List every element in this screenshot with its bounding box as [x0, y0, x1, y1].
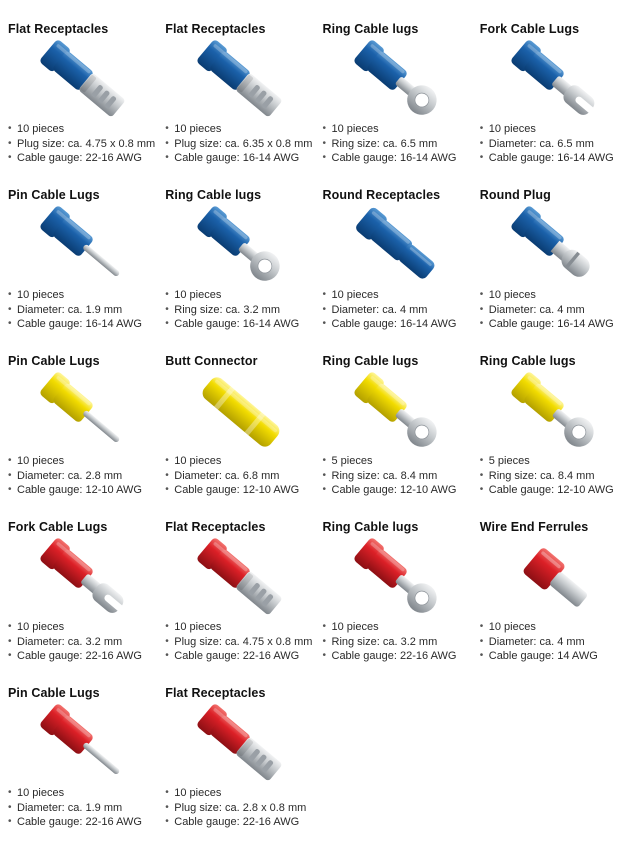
product-title: Flat Receptacles [165, 520, 266, 534]
flat-receptacle-illustration [8, 38, 159, 122]
product-title: Round Plug [479, 188, 551, 202]
spec-item: • Cable gauge: 22-16 AWG [165, 815, 316, 830]
product-title: Round Receptacles [322, 188, 441, 202]
product-card [165, 346, 322, 512]
product-specs [165, 122, 316, 166]
spec-item: • 10 pieces [165, 786, 316, 801]
product-specs [480, 122, 631, 166]
product-card [165, 14, 322, 180]
flat-receptacle-illustration [165, 702, 316, 786]
product-title: Ring Cable lugs [322, 354, 419, 368]
product-card [8, 14, 165, 180]
product-title: Ring Cable lugs [165, 188, 262, 202]
product-card [480, 346, 637, 512]
spec-item: • 10 pieces [323, 620, 474, 635]
spec-item: • Plug size: ca. 6.35 x 0.8 mm [165, 137, 316, 152]
product-specs [323, 620, 474, 664]
spec-item: • Cable gauge: 16-14 AWG [165, 151, 316, 166]
product-title: Flat Receptacles [165, 686, 266, 700]
ring-lug-illustration [165, 204, 316, 288]
product-card [480, 512, 637, 678]
spec-item: • Ring size: ca. 3.2 mm [165, 303, 316, 318]
spec-item: • 10 pieces [165, 122, 316, 137]
product-specs [8, 288, 159, 332]
product-card [480, 180, 637, 346]
spec-item: • Diameter: ca. 1.9 mm [8, 303, 159, 318]
round-receptacle-illustration [323, 204, 474, 288]
spec-item: • Cable gauge: 12-10 AWG [8, 483, 159, 498]
product-card [480, 14, 637, 180]
spec-item: • Cable gauge: 12-10 AWG [165, 483, 316, 498]
spec-item: • 10 pieces [8, 288, 159, 303]
round-plug-illustration [480, 204, 631, 288]
spec-item: • Diameter: ca. 4 mm [480, 303, 631, 318]
spec-item: • Cable gauge: 22-16 AWG [8, 815, 159, 830]
spec-item: • 5 pieces [323, 454, 474, 469]
product-specs [8, 454, 159, 498]
product-title: Pin Cable Lugs [8, 686, 100, 700]
spec-item: • Cable gauge: 16-14 AWG [480, 317, 631, 332]
spec-item: • Plug size: ca. 4.75 x 0.8 mm [165, 635, 316, 650]
spec-item: • 10 pieces [8, 454, 159, 469]
product-title: Fork Cable Lugs [479, 22, 580, 36]
spec-item: • Cable gauge: 12-10 AWG [480, 483, 631, 498]
product-card [8, 512, 165, 678]
product-specs [480, 620, 631, 664]
flat-receptacle-illustration [165, 536, 316, 620]
spec-item: • Diameter: ca. 6.5 mm [480, 137, 631, 152]
spec-item: • Cable gauge: 16-14 AWG [8, 317, 159, 332]
product-title: Flat Receptacles [8, 22, 109, 36]
wire-end-ferrule-illustration [480, 536, 631, 620]
spec-item: • Cable gauge: 16-14 AWG [323, 151, 474, 166]
product-specs [323, 288, 474, 332]
spec-item: • Diameter: ca. 3.2 mm [8, 635, 159, 650]
fork-lug-illustration [8, 536, 159, 620]
product-specs [165, 288, 316, 332]
spec-item: • 10 pieces [8, 620, 159, 635]
product-card [323, 180, 480, 346]
ring-lug-illustration [323, 536, 474, 620]
spec-item: • Ring size: ca. 6.5 mm [323, 137, 474, 152]
spec-item: • Cable gauge: 22-16 AWG [323, 649, 474, 664]
spec-item: • Cable gauge: 22-16 AWG [8, 151, 159, 166]
spec-item: • Cable gauge: 16-14 AWG [323, 317, 474, 332]
product-card [323, 14, 480, 180]
spec-item: • 10 pieces [8, 122, 159, 137]
product-specs [480, 288, 631, 332]
product-title: Butt Connector [165, 354, 258, 368]
product-specs [8, 620, 159, 664]
spec-item: • Cable gauge: 16-14 AWG [480, 151, 631, 166]
spec-item: • Cable gauge: 22-16 AWG [8, 649, 159, 664]
ring-lug-illustration [480, 370, 631, 454]
product-title: Fork Cable Lugs [8, 520, 108, 534]
product-card [165, 678, 322, 844]
pin-lug-illustration [8, 702, 159, 786]
ring-lug-illustration [323, 370, 474, 454]
product-title: Ring Cable lugs [322, 520, 419, 534]
product-specs [165, 620, 316, 664]
spec-item: • 10 pieces [8, 786, 159, 801]
product-specs [8, 122, 159, 166]
butt-connector-illustration [165, 370, 316, 454]
product-title: Wire End Ferrules [479, 520, 589, 534]
product-title: Ring Cable lugs [322, 22, 419, 36]
spec-item: • 5 pieces [480, 454, 631, 469]
spec-item: • 10 pieces [480, 122, 631, 137]
product-specs [480, 454, 631, 498]
spec-item: • Cable gauge: 16-14 AWG [165, 317, 316, 332]
spec-item: • 10 pieces [323, 122, 474, 137]
spec-item: • 10 pieces [165, 454, 316, 469]
product-card [8, 678, 165, 844]
spec-item: • Cable gauge: 22-16 AWG [165, 649, 316, 664]
pin-lug-illustration [8, 204, 159, 288]
product-card [8, 180, 165, 346]
spec-item: • Ring size: ca. 3.2 mm [323, 635, 474, 650]
product-specs [165, 786, 316, 830]
spec-item: • Cable gauge: 12-10 AWG [323, 483, 474, 498]
product-title: Ring Cable lugs [479, 354, 576, 368]
product-specs [165, 454, 316, 498]
product-card [8, 346, 165, 512]
spec-item: • 10 pieces [165, 288, 316, 303]
spec-item: • Plug size: ca. 4.75 x 0.8 mm [8, 137, 159, 152]
spec-item: • Ring size: ca. 8.4 mm [480, 469, 631, 484]
product-specs [323, 122, 474, 166]
spec-item: • 10 pieces [165, 620, 316, 635]
product-card [323, 512, 480, 678]
spec-item: • Diameter: ca. 2.8 mm [8, 469, 159, 484]
product-card [165, 180, 322, 346]
fork-lug-illustration [480, 38, 631, 122]
spec-item: • Diameter: ca. 4 mm [323, 303, 474, 318]
spec-item: • Plug size: ca. 2.8 x 0.8 mm [165, 801, 316, 816]
product-specs [8, 786, 159, 830]
product-card [323, 346, 480, 512]
spec-item: • Diameter: ca. 1.9 mm [8, 801, 159, 816]
product-title: Pin Cable Lugs [8, 354, 100, 368]
product-title: Pin Cable Lugs [8, 188, 100, 202]
product-title: Flat Receptacles [165, 22, 266, 36]
product-specs [323, 454, 474, 498]
spec-item: • Diameter: ca. 4 mm [480, 635, 631, 650]
product-card [165, 512, 322, 678]
spec-item: • Ring size: ca. 8.4 mm [323, 469, 474, 484]
pin-lug-illustration [8, 370, 159, 454]
spec-item: • 10 pieces [480, 620, 631, 635]
spec-item: • 10 pieces [323, 288, 474, 303]
spec-item: • Cable gauge: 14 AWG [480, 649, 631, 664]
flat-receptacle-illustration [165, 38, 316, 122]
spec-item: • Diameter: ca. 6.8 mm [165, 469, 316, 484]
ring-lug-illustration [323, 38, 474, 122]
spec-item: • 10 pieces [480, 288, 631, 303]
